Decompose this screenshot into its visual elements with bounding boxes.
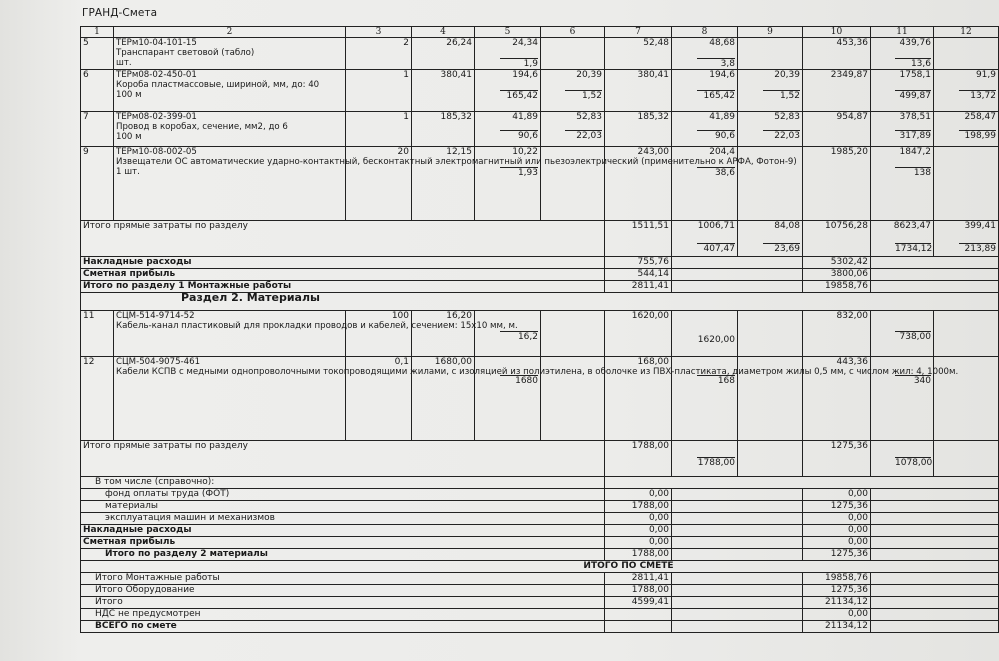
estimate-table [80,26,999,633]
cell [672,489,803,501]
total-label: Итого прямые затраты по разделу [81,221,605,257]
cell: 4599,41 [605,597,672,609]
cell [672,537,803,549]
cell [541,311,605,357]
unit-price: 16,20 [412,311,475,357]
cell [672,549,803,561]
grand-row [81,597,999,609]
cell: 0,00 [803,489,871,501]
unit-price: 26,24 [412,38,475,70]
cell: 1788,00 [605,585,672,597]
cell: 544,14 [605,269,672,281]
quantity: 2 [346,38,412,70]
cell: 3800,06 [803,269,871,281]
cell: 91,9 13,72 [934,70,999,112]
cell [541,38,605,70]
breakdown-label: фонд оплаты труда (ФОТ) [81,489,605,501]
breakdown-row [81,501,999,513]
cell: 10,22 1,93 [475,147,541,221]
grand-label: Итого Оборудование [81,585,605,597]
col-header: 6 [541,27,605,38]
cell: 84,08 23,69 [738,221,803,257]
breakdown-label: эксплуатация машин и механизмов [81,513,605,525]
cell: 1620,00 [605,311,672,357]
col-header: 2 [114,27,346,38]
cell [672,585,803,597]
cell [871,525,999,537]
cell [934,441,999,477]
cell [934,38,999,70]
cell: 5302,42 [803,257,871,269]
cell [871,573,999,585]
col-header: 9 [738,27,803,38]
breakdown-label: материалы [81,501,605,513]
cell [871,597,999,609]
overhead-row [81,525,999,537]
quantity: 0,1 [346,357,412,441]
unit-price: 380,41 [412,70,475,112]
cell: 1620,00 [672,311,738,357]
cell [605,621,672,633]
cell [672,513,803,525]
quantity: 100 [346,311,412,357]
cell: 24,34 1,9 [475,38,541,70]
table-row [81,311,999,357]
cell: 20,39 1,52 [541,70,605,112]
cell: 194,6 165,42 [475,70,541,112]
cell: 48,68 3,8 [672,38,738,70]
incl-row [81,477,999,489]
cell: 0,00 [605,525,672,537]
grand-heading-row [81,561,999,573]
cell: 832,00 [803,311,871,357]
incl-label: В том числе (справочно): [81,477,605,489]
cell: 0,00 [803,513,871,525]
section-sum-row [81,549,999,561]
cell [871,501,999,513]
cell: 258,47 198,99 [934,112,999,147]
item-description: ТЕРм10-08-002-05 Извещатели ОС автоматические ударно-контактный, бесконтактный электромагнитный или пьезоэлектрический (применительно к АРФА, Фотон-9) 1 шт. [114,147,346,221]
profit-row [81,537,999,549]
row-number: 5 [81,38,114,70]
cell: 0,00 [803,537,871,549]
breakdown-row [81,513,999,525]
cell: 1275,36 [803,585,871,597]
section-total-row [81,441,999,477]
cell: 243,00 [605,147,672,221]
cell: 1275,36 [803,501,871,513]
cell: 378,51 317,89 [871,112,934,147]
cell: 21134,12 [803,597,871,609]
col-header: 5 [475,27,541,38]
cell: 443,36 [803,357,871,441]
grand-label: Итого Монтажные работы [81,573,605,585]
unit-price: 185,32 [412,112,475,147]
cell: 1788,00 [605,501,672,513]
table-row [81,70,999,112]
grand-label: НДС не предусмотрен [81,609,605,621]
cell [871,537,999,549]
cell [672,573,803,585]
breakdown-row [81,489,999,501]
item-description: ТЕРм10-04-101-15 Транспарант световой (табло) шт. [114,38,346,70]
cell: 0,00 [605,513,672,525]
section-total-row [81,221,999,257]
grand-label: Итого [81,597,605,609]
quantity: 20 [346,147,412,221]
column-header-row [81,27,999,38]
overhead-label: Накладные расходы [81,525,605,537]
cell: 168,00 [605,357,672,441]
cell: 194,6 165,42 [672,70,738,112]
col-header: 4 [412,27,475,38]
item-description: ТЕРм08-02-399-01 Провод в коробах, сечение, мм2, до 6 100 м [114,112,346,147]
item-description: СЦМ-514-9714-52 Кабель-канал пластиковый для прокладки проводов и кабелей, сечением: 15х10 мм, м. [114,311,346,357]
cell [672,281,803,293]
cell: 185,32 [605,112,672,147]
total-label: Итого прямые затраты по разделу [81,441,605,477]
table-row [81,147,999,221]
row-number: 9 [81,147,114,221]
cell: 453,36 [803,38,871,70]
cell: 41,89 90,6 [475,112,541,147]
cell: 19858,76 [803,573,871,585]
col-header: 10 [803,27,871,38]
cell [871,489,999,501]
cell [934,311,999,357]
section-heading-row [81,293,999,311]
unit-price: 12,15 [412,147,475,221]
cell: 340 [871,357,934,441]
overhead-label: Накладные расходы [81,257,605,269]
cell: 0,00 [803,609,871,621]
cell: 20,39 1,52 [738,70,803,112]
cell [672,269,803,281]
cell: 2811,41 [605,281,672,293]
col-header: 8 [672,27,738,38]
cell: 1511,51 [605,221,672,257]
cell: 380,41 [605,70,672,112]
cell: 755,76 [605,257,672,269]
cell [871,609,999,621]
cell: 2811,41 [605,573,672,585]
row-number: 11 [81,311,114,357]
grand-title: ИТОГО ПО СМЕТЕ [81,561,999,573]
cell: 1680 [475,357,541,441]
cell [672,609,803,621]
cell: 8623,47 1734,12 [871,221,934,257]
grand-row [81,609,999,621]
cell: 1078,00 [871,441,934,477]
cell: 16,2 [475,311,541,357]
profit-label: Сметная прибыль [81,269,605,281]
cell: 954,87 [803,112,871,147]
cell [871,281,999,293]
cell [672,257,803,269]
cell [871,549,999,561]
cell [605,477,999,489]
app-title: ГРАНД-Смета [82,7,158,19]
item-description: СЦМ-504-9075-461 Кабели КСПВ с медными однопроволочными токопроводящими жилами, с изоляцией из полиэтилена, в оболочке из ПВХ-пластиката, диаметром жилы 0,5 мм, с числом жил: 4, 1000м. [114,357,346,441]
cell: 0,00 [605,489,672,501]
cell: 439,76 13,6 [871,38,934,70]
col-header: 12 [934,27,999,38]
cell [672,525,803,537]
cell: 52,83 22,03 [738,112,803,147]
grand-label: ВСЕГО по смете [81,621,605,633]
cell [934,147,999,221]
grand-row [81,573,999,585]
cell [738,311,803,357]
table-row [81,112,999,147]
unit-price: 1680,00 [412,357,475,441]
cell [738,38,803,70]
cell: 10756,28 [803,221,871,257]
cell: 1006,71 407,47 [672,221,738,257]
cell: 0,00 [803,525,871,537]
cell: 52,48 [605,38,672,70]
profit-row [81,269,999,281]
col-header: 11 [871,27,934,38]
section-title: Раздел 2. Материалы [81,293,999,311]
cell: 2349,87 [803,70,871,112]
cell [672,621,803,633]
row-number: 7 [81,112,114,147]
grand-row [81,585,999,597]
cell: 0,00 [605,537,672,549]
cell: 1275,36 [803,549,871,561]
cell: 19858,76 [803,281,871,293]
cell [672,597,803,609]
cell [871,257,999,269]
cell: 1788,00 [605,441,672,477]
section-sum-label: Итого по разделу 2 материалы [81,549,605,561]
cell: 1985,20 [803,147,871,221]
cell [738,441,803,477]
col-header: 7 [605,27,672,38]
profit-label: Сметная прибыль [81,537,605,549]
cell: 399,41 213,89 [934,221,999,257]
cell: 1788,00 [672,441,738,477]
row-number: 12 [81,357,114,441]
cell: 52,83 22,03 [541,112,605,147]
row-number: 6 [81,70,114,112]
cell: 21134,12 [803,621,871,633]
cell: 168 [672,357,738,441]
overhead-row [81,257,999,269]
cell: 1275,36 [803,441,871,477]
col-header: 3 [346,27,412,38]
cell [871,621,999,633]
grand-row [81,621,999,633]
table-row [81,357,999,441]
item-description: ТЕРм08-02-450-01 Короба пластмассовые, шириной, мм, до: 40 100 м [114,70,346,112]
cell [871,269,999,281]
cell [672,501,803,513]
cell [871,585,999,597]
cell: 204,4 38,6 [672,147,738,221]
cell [605,609,672,621]
cell: 1788,00 [605,549,672,561]
section-sum-label: Итого по разделу 1 Монтажные работы [81,281,605,293]
cell: 738,00 [871,311,934,357]
col-header: 1 [81,27,114,38]
table-row [81,38,999,70]
cell: 1847,2 138 [871,147,934,221]
quantity: 1 [346,70,412,112]
quantity: 1 [346,112,412,147]
cell: 41,89 90,6 [672,112,738,147]
cell: 1758,1 499,87 [871,70,934,112]
cell [871,513,999,525]
